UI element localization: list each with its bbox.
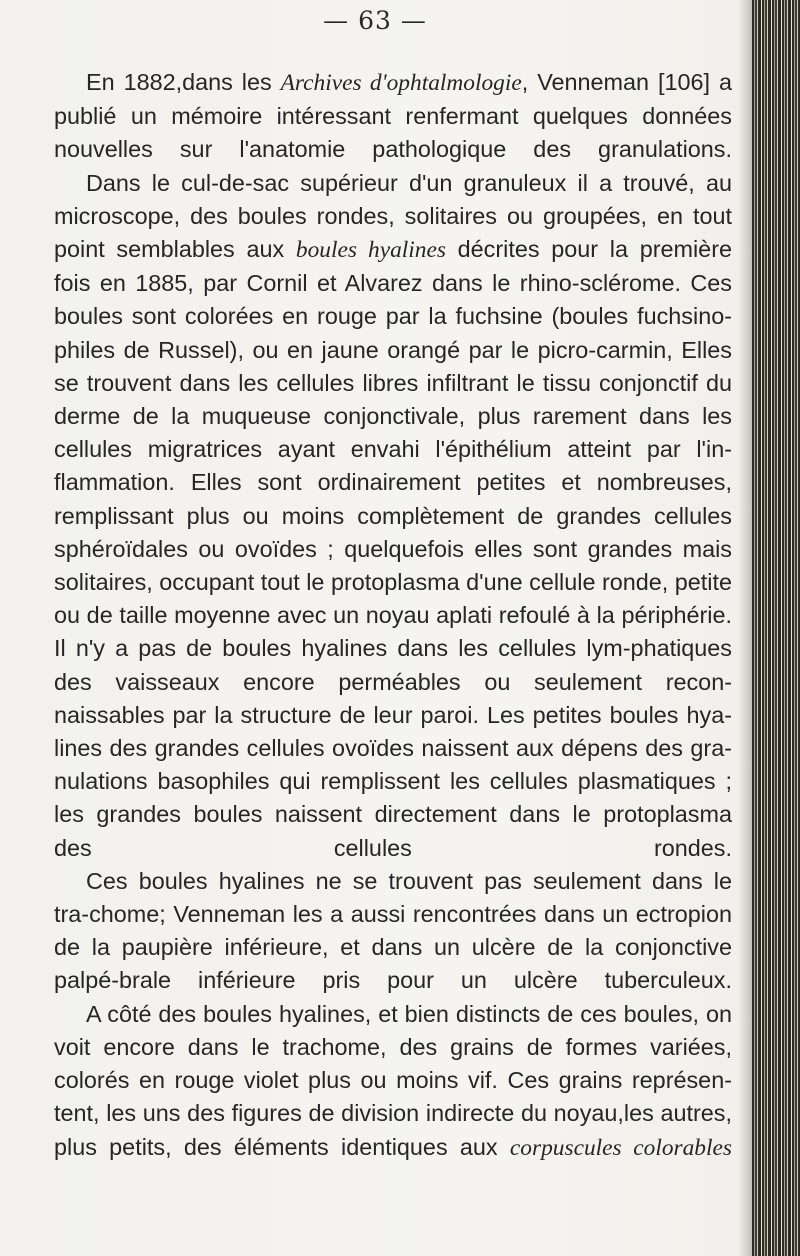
term-corpuscules-colorables: corpuscules colorables	[509, 1134, 732, 1161]
page-number: — 63 —	[323, 6, 427, 35]
journal-title: Archives d'ophtalmologie	[280, 70, 522, 96]
paragraph-2-text-c: décrites pour la première fois en 1885, par Cornil et Alvarez dans le rhino-sclérome. Ces boules sont colorées en rouge par la fuchsine (boules fuchsino-philes de Russel), ou en jaune orangé par le picro-carmin, Elles se trouvent dans les cellules libres infiltrant le tissu conjonctif du derme de la muqueuse conjonctivale, plus rarement dans les cellules migratrices ayant envahi l'épithélium atteint par l'in-flammation. Elles sont ordinairement petites et nombreuses, remplissant plus ou moins complètement de grandes cellules sphéroïdales ou ovoïdes ; quelquefois elles sont grandes mais solitaires, occupant tout le protoplasma d'une cellule ronde, petite ou de taille moyenne avec un noyau aplati refoulé à la périphérie. Il n'y a pas de boules hyalines dans les cellules lym-phatiques des vaisseaux encore perméables ou seulement recon-naissables par la structure de leur paroi. Les petites boules hya-lines des grandes cellules ovoïdes naissent aux dépens des gra-nulations basophiles qui remplissent les cellules plasmatiques ; les grandes boules naissent directement dans le protoplasma des cellules rondes.	[54, 236, 733, 861]
paragraph-4-text-a: A côté des boules hyalines, et bien distincts de ces boules, on voit encore dans le trachome, des grains de formes variées, colorés en rouge violet plus ou moins vif. Ces grains représen-tent, les uns des figures de division indirecte du noyau,les autres, plus petits, des éléments identiques aux	[54, 1000, 732, 1160]
paragraph-1-text-a: En 1882,dans les	[86, 69, 281, 95]
paragraph-3	[54, 865, 732, 998]
book-binding-edge	[752, 0, 800, 1256]
term-boules-hyalines: boules hyalines	[295, 237, 446, 264]
paragraph-4	[54, 998, 732, 1165]
paragraph-3-text-a: Ces boules hyalines ne se trouvent pas seulement dans le tra-chome; Venneman les a aussi rencontrées dans un ectropion de la paupière inférieure, et dans un ulcère de la conjonctive palpé-brale inférieure pris pour un ulcère tuberculeux.	[54, 867, 732, 994]
paragraph-2-text-a: Dans le cul-de-sac supérieur d'un granuleux il a trouvé, au microscope, des boules rondes, solitaires ou groupées, en tout point semblables aux	[54, 169, 732, 263]
body-text	[54, 66, 732, 1165]
paragraph-1-text-c: , Venneman [106] a publié un mémoire intéressant renfermant quelques données nouvelles sur l'anatomie pathologique des granulations.	[54, 69, 732, 163]
paragraph-2	[54, 167, 732, 865]
paragraph-1	[54, 66, 732, 167]
binding-shadow	[738, 0, 752, 1256]
